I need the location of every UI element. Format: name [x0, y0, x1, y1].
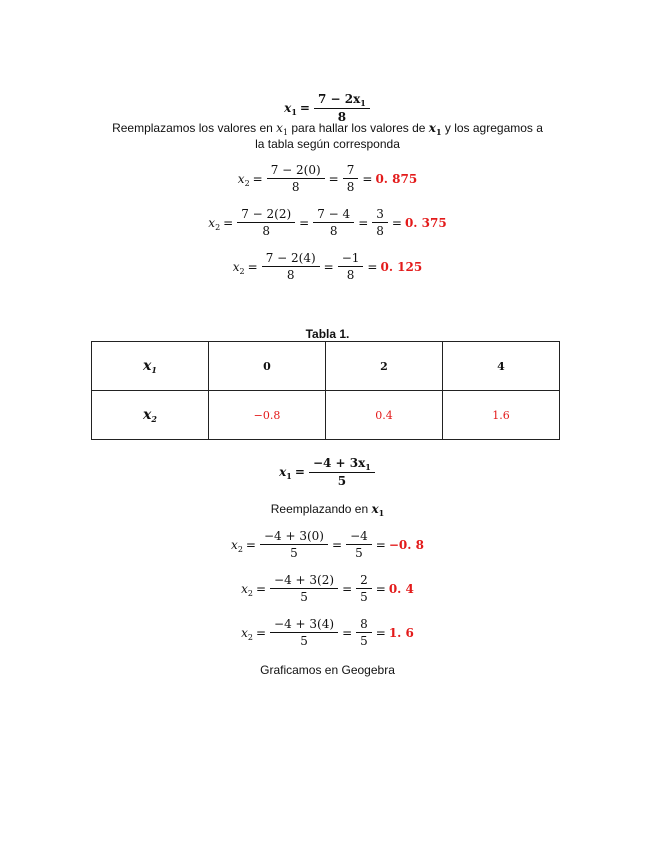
equation-row: $x_2$ = $\frac{-4 + 3(0)}{5}$ = $\frac{-4}{5}$ = −0. 8 — [231, 529, 424, 560]
closing-text: Graficamos en Geogebra — [260, 663, 395, 677]
replacing-text: Reemplazando en $x_1$ — [270, 502, 385, 518]
formula-x1-section1 — [0, 92, 655, 124]
result-value: −0. 8 — [388, 537, 424, 552]
table-cell: 2 — [326, 342, 443, 391]
row-header-x1: $x_1$ — [92, 342, 209, 391]
formula-lhs: $x_1$ — [284, 101, 297, 117]
result-value: 0. 125 — [380, 259, 423, 274]
intro-line-2: la tabla según corresponda — [255, 137, 400, 151]
table-cell: 0.4 — [326, 391, 443, 440]
table-caption: Tabla 1. — [305, 327, 350, 341]
equation-row: $x_2$ = $\frac{7 - 2(4)}{8}$ = $\frac{-1}{8}$ = 0. 125 — [232, 251, 423, 282]
table-cell: 0 — [209, 342, 326, 391]
row-header-x2: $x_2$ — [92, 391, 209, 440]
equation-row: $x_2$ = $\frac{7 - 2(0)}{8}$ = $\frac{7}{8}$ = 0. 875 — [237, 163, 418, 194]
equals-sign: = — [299, 101, 310, 115]
equation-row: $x_2$ = $\frac{7 - 2(2)}{8}$ = $\frac{7 - 4}{8}$ = $\frac{3}{8}$ = 0. 375 — [208, 207, 447, 238]
table-cell: 4 — [443, 342, 560, 391]
equation-row: $x_2$ = $\frac{-4 + 3(4)}{5}$ = $\frac{8}{5}$ = 1. 6 — [241, 617, 414, 648]
formula-x1-section2: $x_1$ = $\frac{-4 + 3x_1}{5}$ — [0, 456, 655, 488]
table-cell: −0.8 — [209, 391, 326, 440]
intro-line-1: Reemplazamos los valores en $x_1$ para hallar los valores de $x_1$ y los agregamos a — [112, 121, 543, 137]
result-value: 1. 6 — [388, 625, 414, 640]
result-value: 0. 4 — [388, 581, 414, 596]
equation-row: $x_2$ = $\frac{-4 + 3(2)}{5}$ = $\frac{2}{5}$ = 0. 4 — [241, 573, 414, 604]
formula-fraction: $\frac{7 - 2x_1}{8}$ — [316, 92, 368, 124]
intro-paragraph — [0, 121, 655, 152]
table-row — [92, 342, 560, 391]
table-row — [92, 391, 560, 440]
table-cell: 1.6 — [443, 391, 560, 440]
result-value: 0. 875 — [375, 171, 418, 186]
values-table — [91, 341, 560, 440]
result-value: 0. 375 — [404, 215, 447, 230]
